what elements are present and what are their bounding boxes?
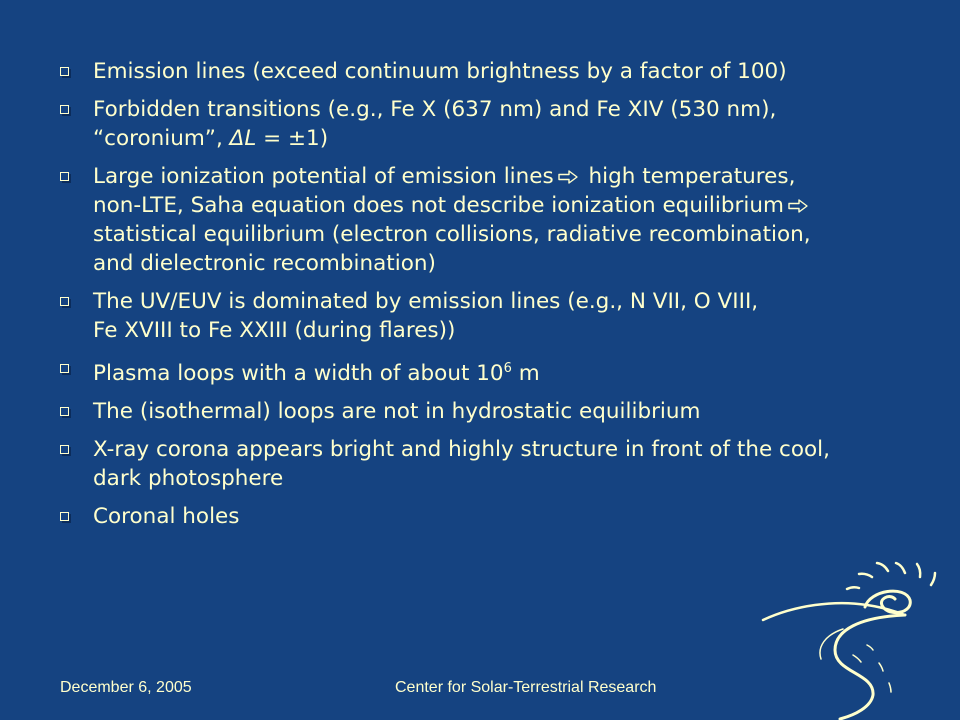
bullet-coronal-holes (60, 502, 910, 531)
bullet-isothermal-loops (60, 397, 910, 426)
bullet-text: Forbidden transitions (e.g., Fe X (637 nm) and Fe XIV (530 nm), (93, 97, 777, 122)
bullet-uv-euv (60, 287, 910, 345)
bullet-text: m (511, 361, 540, 387)
bullet-square-icon (60, 172, 69, 181)
superscript-exponent: 6 (503, 361, 512, 376)
footer-date: December 6, 2005 (60, 679, 192, 696)
bullet-text: The UV/EUV is dominated by emission lines (e.g., N VII, O VIII, (93, 289, 759, 314)
bullet-text: Fe XVIII to Fe XXIII (during flares)) (93, 318, 456, 343)
bullet-text: X-ray corona appears bright and highly structure in front of the cool, (93, 437, 830, 463)
sun-road-logo (755, 555, 945, 720)
bullet-ionization-potential (60, 162, 910, 278)
bullet-x-ray-corona (60, 435, 910, 493)
bullet-text: statistical equilibrium (electron collisions, radiative recombination, (93, 222, 811, 247)
bullet-text: The (isothermal) loops are not in hydrostatic equilibrium (93, 399, 701, 425)
bullet-square-icon (60, 105, 69, 114)
bullet-text: Large ionization potential of emission lines (93, 164, 554, 189)
bullet-square-icon (60, 364, 69, 373)
bullet-text: dark photosphere (93, 466, 284, 492)
bullet-text: non-LTE, Saha equation does not describe ionization equilibrium (93, 193, 784, 218)
bullet-text: Plasma loops with a width of about 10 (93, 361, 504, 387)
bullet-square-icon (60, 445, 69, 454)
bullet-text: Emission lines (exceed continuum brightness by a factor of 100) (93, 59, 787, 84)
footer-organization: Center for Solar-Terrestrial Research (395, 679, 657, 696)
bullet-text: and dielectronic recombination) (93, 251, 436, 276)
bullet-forbidden-transitions (60, 95, 910, 153)
bullet-text: high temperatures, (581, 164, 796, 189)
bullet-square-icon (60, 512, 69, 521)
bullet-plasma-loops (60, 354, 910, 388)
bullet-emission-lines (60, 57, 910, 86)
right-arrow-icon (788, 199, 808, 213)
bullet-list (60, 57, 910, 540)
bullet-text: = ±1) (256, 126, 329, 151)
bullet-text: “coronium”, (93, 126, 230, 151)
delta-l-symbol: ΔL (229, 126, 257, 151)
bullet-square-icon (60, 297, 69, 306)
bullet-square-icon (60, 67, 69, 76)
right-arrow-icon (558, 170, 578, 184)
bullet-square-icon (60, 407, 69, 416)
bullet-text: Coronal holes (93, 504, 240, 530)
